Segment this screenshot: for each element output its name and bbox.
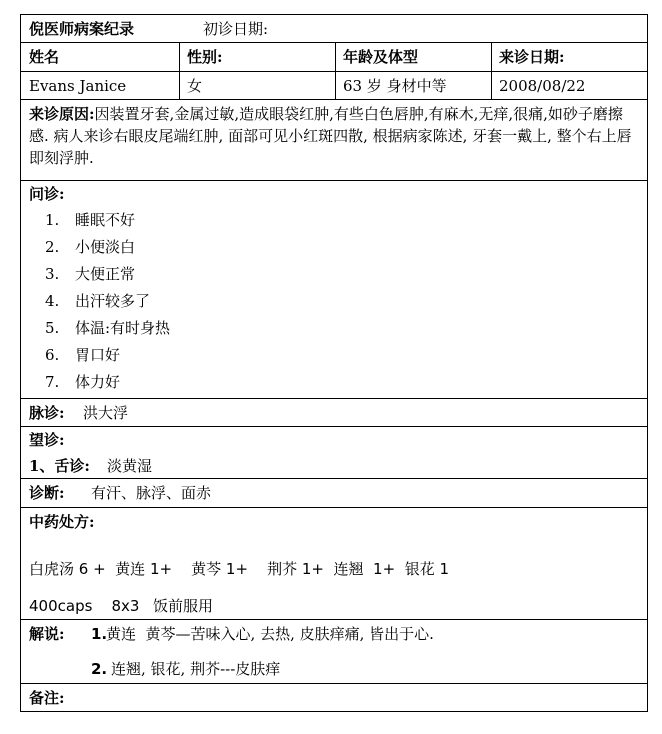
medical-record-form [20, 14, 648, 712]
column-divider [335, 42, 336, 99]
visit-date-label: 来诊日期: [499, 48, 565, 66]
item-text: 出汗较多了 [75, 292, 151, 310]
pulse-text: 洪大浮 [83, 404, 129, 422]
gender-label: 性别: [187, 48, 223, 66]
patient-name: Evans Janice [29, 77, 127, 95]
item-text: 睡眠不好 [75, 211, 136, 229]
observation-label: 望诊: [29, 431, 65, 449]
item-number: 4. [45, 292, 60, 310]
explanation-item2-text: 连翘, 银花, 荆芥---皮肤痒 [111, 660, 281, 678]
item-text: 体力好 [75, 373, 121, 391]
divider [21, 99, 647, 100]
diagnosis-text: 有汗、脉浮、面赤 [91, 484, 212, 502]
age-body-label: 年龄及体型 [343, 48, 419, 66]
name-label: 姓名 [29, 48, 60, 66]
divider [21, 71, 647, 72]
first-visit-label: 初诊日期: [203, 20, 269, 38]
divider [21, 478, 647, 479]
patient-gender: 女 [187, 77, 203, 95]
divider [21, 507, 647, 508]
complaint-label: 来诊原因: [29, 105, 95, 123]
complaint-section [29, 103, 641, 169]
explanation-item2-number: 2. [91, 660, 108, 678]
tongue-text: 淡黄湿 [107, 457, 153, 475]
inquiry-label: 问诊: [29, 185, 65, 203]
item-text: 大便正常 [75, 265, 136, 283]
prescription-line: 白虎汤 6 + 黄连 1+ 黄芩 1+ 荆芥 1+ 连翘 1+ 银花 1 [29, 560, 450, 578]
divider [21, 619, 647, 620]
divider [21, 180, 647, 181]
divider [21, 42, 647, 43]
divider [21, 398, 647, 399]
prescription-label: 中药处方: [29, 513, 95, 531]
complaint-text: 因装置牙套,金属过敏,造成眼袋红肿,有些白色唇肿,有麻木,无痒,很痛,如砂子磨擦感. 病人来诊右眼皮尾端红肿, 面部可见小红斑四散, 根据病家陈述, 牙套一戴上, 整个右上唇即刻浮肿. [29, 105, 632, 167]
visit-date: 2008/08/22 [499, 77, 586, 95]
item-text: 小便淡白 [75, 238, 136, 256]
item-number: 5. [45, 319, 60, 337]
item-number: 2. [45, 238, 60, 256]
pulse-label: 脉诊: [29, 404, 65, 422]
explanation-label: 解说: [29, 625, 65, 643]
column-divider [491, 42, 492, 99]
patient-age-body: 63 岁 身材中等 [343, 77, 447, 95]
diagnosis-label: 诊断: [29, 484, 65, 502]
divider [21, 426, 647, 427]
record-title: 倪医师病案纪录 [29, 20, 135, 38]
item-text: 胃口好 [75, 346, 121, 364]
tongue-label: 1、舌诊: [29, 457, 90, 475]
item-number: 7. [45, 373, 60, 391]
prescription-note: 饭前服用 [153, 597, 214, 615]
explanation-item1-number: 1. [91, 625, 108, 643]
item-number: 1. [45, 211, 60, 229]
item-text: 体温:有时身热 [75, 319, 171, 337]
remarks-label: 备注: [29, 689, 65, 707]
item-number: 3. [45, 265, 60, 283]
explanation-item1-text: 黄连 黄芩—苦味入心, 去热, 皮肤痒痛, 皆出于心. [106, 625, 434, 643]
item-number: 6. [45, 346, 60, 364]
divider [21, 683, 647, 684]
prescription-dose: 400caps 8x3 [29, 597, 140, 615]
column-divider [179, 42, 180, 99]
